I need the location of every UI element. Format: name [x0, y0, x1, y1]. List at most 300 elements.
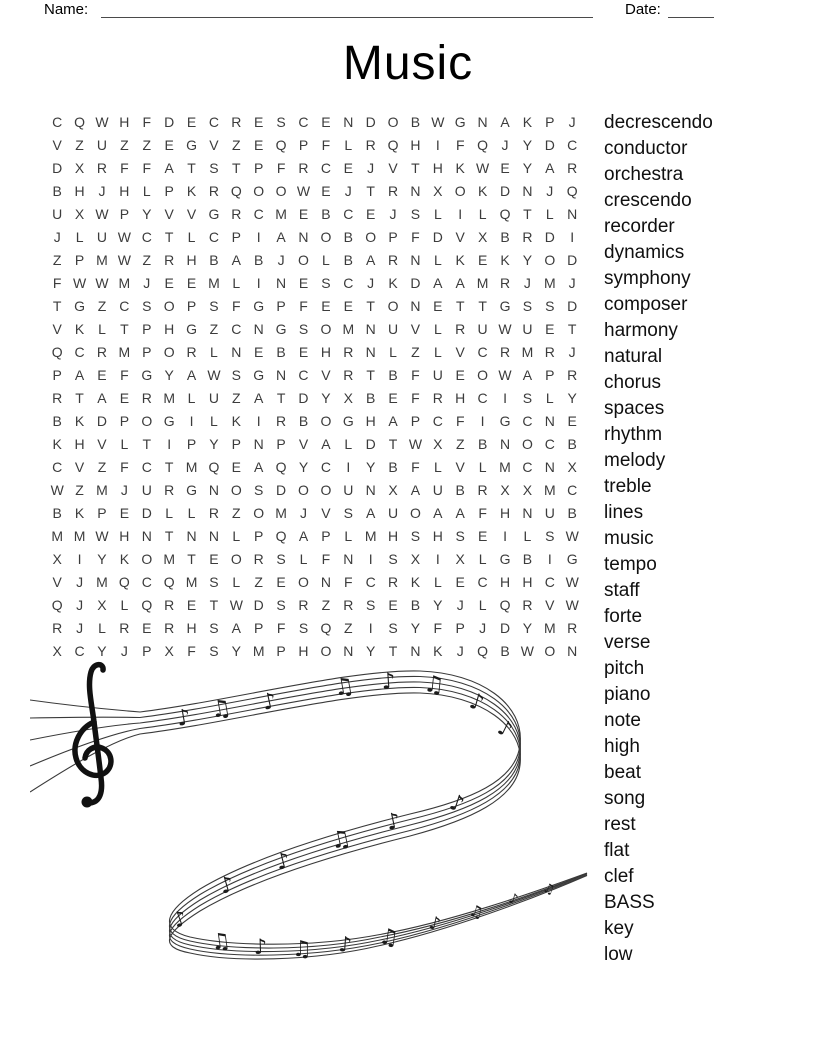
grid-letter: J	[456, 596, 464, 613]
grid-letter: F	[120, 366, 129, 383]
grid-letter: C	[74, 642, 85, 659]
grid-letter: N	[343, 113, 354, 130]
grid-letter: I	[368, 550, 373, 567]
grid-letter: V	[455, 228, 465, 245]
grid-letter: C	[343, 205, 354, 222]
grid-letter: N	[410, 642, 421, 659]
grid-letter: N	[253, 435, 264, 452]
grid-letter: E	[343, 297, 353, 314]
grid-letter: G	[499, 412, 511, 429]
svg-text:♪: ♪	[260, 688, 279, 716]
grid-letter: S	[455, 527, 465, 544]
svg-text:♪: ♪	[216, 871, 238, 900]
grid-letter: P	[142, 343, 152, 360]
grid-letter: L	[165, 504, 174, 521]
grid-letter: J	[367, 159, 375, 176]
grid-letter: Y	[567, 389, 577, 406]
grid-letter: M	[543, 274, 556, 291]
grid-letter: A	[186, 366, 197, 383]
grid-letter: W	[207, 366, 221, 383]
grid-letter: X	[74, 205, 85, 222]
grid-letter: S	[298, 619, 309, 636]
grid-letter: C	[343, 274, 354, 291]
grid-letter: M	[163, 389, 175, 406]
grid-letter: N	[365, 343, 376, 360]
grid-letter: E	[321, 113, 331, 130]
grid-letter: R	[387, 573, 399, 590]
grid-letter: H	[186, 619, 197, 636]
grid-letter: R	[343, 596, 354, 613]
grid-letter: O	[320, 642, 332, 659]
grid-letter: W	[50, 481, 64, 498]
grid-letter: W	[565, 573, 579, 590]
grid-letter: W	[565, 527, 579, 544]
grid-letter: P	[254, 619, 264, 636]
grid-letter: K	[186, 182, 197, 199]
grid-letter: N	[567, 642, 578, 659]
word-search-grid	[46, 110, 583, 662]
grid-letter: E	[276, 573, 286, 590]
grid-letter: P	[545, 113, 555, 130]
grid-letter: T	[366, 366, 375, 383]
grid-letter: L	[232, 527, 241, 544]
grid-letter: R	[477, 481, 488, 498]
grid-letter: P	[186, 297, 197, 314]
grid-letter: D	[141, 504, 152, 521]
grid-letter: C	[567, 481, 578, 498]
grid-letter: N	[567, 205, 578, 222]
grid-letter: R	[253, 550, 264, 567]
grid-letter: B	[52, 504, 62, 521]
grid-letter: E	[209, 550, 219, 567]
grid-letter: Y	[522, 159, 533, 176]
grid-letter: D	[544, 136, 555, 153]
grid-letter: R	[164, 619, 175, 636]
grid-letter: P	[231, 435, 241, 452]
grid-letter: B	[477, 435, 488, 452]
grid-letter: U	[477, 320, 488, 337]
grid-letter: Y	[365, 458, 376, 475]
grid-letter: H	[432, 159, 443, 176]
grid-letter: B	[500, 228, 510, 245]
grid-letter: Y	[522, 251, 533, 268]
grid-letter: B	[365, 389, 376, 406]
grid-letter: Q	[275, 136, 287, 153]
word-list-item: crescendo	[604, 190, 692, 211]
grid-letter: B	[298, 412, 309, 429]
grid-letter: H	[74, 182, 85, 199]
grid-letter: E	[164, 274, 174, 291]
grid-letter: L	[433, 458, 442, 475]
grid-letter: J	[568, 113, 576, 130]
svg-text:♪: ♪	[466, 688, 487, 717]
grid-letter: F	[299, 297, 308, 314]
grid-letter: T	[164, 527, 174, 544]
grid-letter: E	[254, 113, 264, 130]
grid-letter: N	[365, 481, 376, 498]
grid-letter: O	[521, 435, 533, 452]
grid-letter: M	[275, 504, 287, 521]
grid-letter: K	[522, 113, 533, 130]
grid-letter: O	[253, 504, 265, 521]
grid-letter: U	[432, 481, 443, 498]
grid-letter: M	[543, 481, 556, 498]
grid-letter: T	[187, 159, 196, 176]
grid-letter: F	[455, 412, 465, 429]
svg-text:♪: ♪	[384, 808, 403, 836]
grid-letter: L	[433, 251, 442, 268]
grid-letter: U	[96, 136, 108, 153]
grid-letter: Q	[230, 182, 242, 199]
grid-letter: Y	[142, 205, 152, 222]
grid-letter: N	[544, 412, 555, 429]
grid-letter: D	[432, 228, 443, 245]
grid-letter: F	[455, 136, 465, 153]
grid-letter: N	[253, 320, 264, 337]
grid-letter: R	[343, 343, 354, 360]
grid-letter: L	[75, 228, 84, 245]
grid-letter: Q	[275, 458, 287, 475]
grid-letter: C	[141, 573, 152, 590]
grid-letter: O	[320, 228, 332, 245]
grid-letter: H	[186, 251, 197, 268]
grid-letter: D	[365, 435, 376, 452]
grid-letter: S	[522, 389, 533, 406]
grid-letter: C	[544, 573, 555, 590]
grid-letter: N	[365, 320, 376, 337]
grid-letter: Y	[164, 366, 174, 383]
grid-letter: Y	[365, 642, 376, 659]
grid-letter: C	[477, 573, 488, 590]
grid-letter: F	[232, 297, 241, 314]
grid-letter: N	[276, 366, 287, 383]
grid-letter: F	[411, 228, 420, 245]
grid-letter: A	[433, 504, 443, 521]
grid-letter: A	[164, 159, 174, 176]
grid-letter: M	[96, 481, 108, 498]
grid-letter: I	[458, 205, 463, 222]
grid-letter: M	[73, 527, 86, 544]
grid-letter: B	[276, 343, 286, 360]
grid-letter: R	[499, 343, 511, 360]
grid-letter: G	[499, 297, 511, 314]
word-list-item: orchestra	[604, 164, 684, 185]
grid-letter: T	[164, 458, 174, 475]
grid-letter: L	[120, 596, 129, 613]
grid-letter: W	[117, 251, 131, 268]
grid-letter: H	[522, 573, 533, 590]
grid-letter: X	[410, 550, 421, 567]
grid-letter: B	[52, 182, 62, 199]
grid-letter: T	[164, 228, 174, 245]
grid-letter: X	[455, 550, 465, 567]
grid-letter: X	[477, 228, 488, 245]
grid-letter: U	[141, 481, 152, 498]
grid-letter: O	[298, 573, 309, 590]
grid-letter: O	[163, 343, 175, 360]
grid-letter: N	[231, 343, 242, 360]
grid-letter: M	[275, 205, 287, 222]
grid-letter: J	[76, 596, 84, 613]
grid-letter: L	[478, 458, 487, 475]
grid-letter: R	[499, 274, 511, 291]
grid-letter: T	[52, 297, 62, 314]
grid-letter: T	[232, 159, 241, 176]
eighth-note-icon	[217, 790, 467, 900]
word-list-item: rest	[604, 814, 636, 835]
grid-letter: O	[141, 550, 153, 567]
grid-letter: W	[520, 642, 534, 659]
grid-letter: X	[388, 481, 398, 498]
name-label: Name:	[44, 1, 89, 18]
grid-letter: A	[433, 274, 443, 291]
grid-letter: R	[567, 619, 578, 636]
grid-letter: Y	[97, 550, 107, 567]
grid-letter: U	[208, 389, 219, 406]
grid-letter: A	[298, 527, 309, 544]
grid-letter: L	[98, 619, 106, 636]
grid-letter: Q	[118, 573, 130, 590]
grid-letter: O	[387, 297, 399, 314]
word-list-item: verse	[604, 632, 651, 653]
grid-letter: U	[52, 205, 63, 222]
word-list-item: chorus	[604, 372, 662, 393]
grid-letter: O	[320, 412, 332, 429]
svg-text:♪: ♪	[493, 714, 517, 743]
grid-letter: P	[410, 412, 421, 429]
grid-letter: B	[522, 550, 533, 567]
grid-letter: S	[410, 205, 421, 222]
grid-letter: F	[276, 619, 286, 636]
grid-letter: F	[120, 159, 129, 176]
grid-letter: E	[119, 389, 130, 406]
grid-letter: Y	[209, 435, 219, 452]
grid-letter: P	[142, 642, 152, 659]
grid-letter: S	[254, 481, 264, 498]
grid-letter: P	[276, 297, 286, 314]
grid-letter: I	[256, 228, 261, 245]
grid-letter: G	[253, 297, 265, 314]
staff-lines	[30, 671, 587, 959]
grid-letter: M	[96, 573, 108, 590]
grid-letter: H	[119, 182, 130, 199]
grid-letter: I	[570, 228, 575, 245]
grid-letter: H	[387, 527, 399, 544]
grid-letter: D	[567, 297, 578, 314]
grid-letter: J	[568, 343, 576, 360]
grid-letter: M	[163, 550, 175, 567]
grid-letter: R	[432, 389, 443, 406]
grid-letter: F	[411, 389, 420, 406]
grid-letter: O	[477, 366, 489, 383]
grid-letter: W	[95, 205, 109, 222]
grid-letter: E	[477, 527, 488, 544]
svg-text:♫: ♫	[292, 937, 312, 960]
grid-letter: E	[186, 274, 197, 291]
grid-letter: V	[298, 435, 309, 452]
grid-letter: A	[231, 619, 241, 636]
word-list-item: dynamics	[604, 242, 685, 263]
grid-letter: L	[545, 205, 554, 222]
grid-letter: L	[142, 182, 151, 199]
grid-letter: D	[253, 596, 264, 613]
grid-letter: A	[276, 228, 286, 245]
grid-letter: D	[164, 113, 175, 130]
grid-letter: R	[455, 320, 466, 337]
grid-letter: N	[343, 550, 354, 567]
word-list-item: spaces	[604, 398, 665, 419]
grid-letter: Y	[522, 136, 533, 153]
grid-letter: R	[522, 228, 533, 245]
grid-letter: A	[365, 504, 376, 521]
grid-letter: T	[75, 389, 84, 406]
grid-letter: I	[189, 412, 194, 429]
grid-letter: B	[388, 458, 398, 475]
grid-letter: O	[544, 642, 556, 659]
svg-text:♪: ♪	[273, 848, 294, 876]
grid-letter: B	[209, 251, 219, 268]
grid-letter: P	[388, 228, 398, 245]
svg-text:♫: ♫	[422, 671, 446, 700]
grid-letter: F	[142, 159, 152, 176]
grid-letter: K	[119, 550, 130, 567]
grid-letter: M	[185, 458, 198, 475]
grid-letter: V	[388, 159, 398, 176]
grid-letter: C	[320, 458, 331, 475]
word-list-item: pitch	[604, 658, 645, 679]
grid-letter: R	[276, 412, 287, 429]
grid-letter: P	[276, 435, 286, 452]
grid-letter: N	[208, 481, 219, 498]
grid-letter: J	[389, 205, 397, 222]
page-title: Music	[342, 37, 474, 90]
grid-letter: K	[74, 412, 85, 429]
grid-letter: L	[344, 435, 353, 452]
grid-letter: V	[209, 136, 219, 153]
word-list-item: treble	[604, 476, 652, 497]
grid-letter: C	[253, 205, 264, 222]
grid-letter: E	[567, 412, 577, 429]
grid-letter: S	[298, 320, 309, 337]
grid-letter: O	[320, 481, 332, 498]
grid-letter: M	[185, 573, 198, 590]
grid-letter: M	[476, 274, 489, 291]
word-list-item: high	[604, 736, 640, 757]
grid-letter: E	[298, 274, 309, 291]
grid-letter: C	[52, 458, 63, 475]
grid-letter: T	[388, 642, 398, 659]
grid-letter: Q	[477, 136, 489, 153]
word-list-item: natural	[604, 346, 663, 367]
grid-letter: X	[164, 642, 174, 659]
grid-letter: U	[544, 504, 555, 521]
grid-letter: E	[500, 159, 510, 176]
grid-letter: S	[410, 527, 421, 544]
grid-letter: U	[522, 320, 533, 337]
grid-letter: V	[97, 435, 107, 452]
svg-text:♪: ♪	[446, 789, 468, 819]
music-staff-graphic	[30, 660, 590, 960]
grid-letter: G	[566, 550, 578, 567]
grid-letter: C	[74, 343, 85, 360]
grid-letter: Q	[208, 458, 220, 475]
grid-letter: Z	[142, 251, 152, 268]
grid-letter: Z	[52, 251, 62, 268]
grid-letter: C	[141, 458, 152, 475]
grid-letter: Q	[499, 596, 511, 613]
grid-letter: S	[209, 642, 219, 659]
grid-letter: L	[210, 343, 218, 360]
grid-letter: N	[544, 458, 555, 475]
grid-letter: O	[141, 412, 153, 429]
grid-letter: C	[477, 389, 488, 406]
grid-letter: X	[433, 435, 443, 452]
grid-letter: S	[388, 619, 398, 636]
grid-letter: Y	[522, 619, 533, 636]
grid-letter: S	[388, 550, 398, 567]
grid-letter: R	[387, 251, 399, 268]
grid-letter: M	[364, 527, 377, 544]
grid-letter: E	[298, 205, 309, 222]
grid-letter: P	[276, 642, 286, 659]
grid-letter: W	[72, 274, 87, 291]
grid-letter: G	[208, 205, 220, 222]
grid-letter: U	[387, 320, 399, 337]
grid-letter: J	[76, 619, 84, 636]
grid-letter: E	[119, 504, 130, 521]
word-list-item: clef	[604, 866, 634, 887]
grid-letter: P	[231, 228, 241, 245]
grid-letter: N	[522, 504, 533, 521]
grid-letter: C	[231, 320, 242, 337]
grid-letter: E	[186, 113, 197, 130]
grid-letter: W	[95, 527, 109, 544]
grid-letter: G	[141, 366, 153, 383]
grid-letter: S	[209, 297, 219, 314]
word-list-item: harmony	[604, 320, 678, 341]
grid-letter: O	[410, 504, 421, 521]
grid-letter: F	[52, 274, 62, 291]
grid-letter: L	[433, 573, 442, 590]
grid-letter: O	[320, 320, 332, 337]
grid-letter: P	[97, 504, 107, 521]
grid-letter: K	[52, 435, 62, 452]
grid-letter: B	[455, 481, 465, 498]
grid-letter: T	[523, 205, 532, 222]
grid-letter: T	[455, 297, 465, 314]
grid-letter: E	[455, 366, 465, 383]
grid-letter: O	[163, 297, 175, 314]
staff-svg	[30, 660, 590, 960]
grid-letter: L	[478, 550, 487, 567]
grid-letter: L	[299, 550, 308, 567]
grid-letter: Y	[231, 642, 241, 659]
grid-letter: E	[142, 619, 152, 636]
grid-letter: G	[74, 297, 86, 314]
grid-letter: M	[51, 527, 64, 544]
grid-letter: V	[545, 596, 555, 613]
grid-letter: W	[296, 182, 311, 199]
word-list-item: rhythm	[604, 424, 663, 445]
word-list-item: decrescendo	[604, 112, 713, 133]
grid-letter: C	[208, 113, 219, 130]
grid-letter: W	[498, 366, 512, 383]
grid-letter: M	[118, 343, 131, 360]
grid-letter: E	[231, 458, 241, 475]
grid-letter: P	[52, 366, 62, 383]
grid-letter: R	[164, 481, 175, 498]
grid-letter: P	[545, 366, 555, 383]
